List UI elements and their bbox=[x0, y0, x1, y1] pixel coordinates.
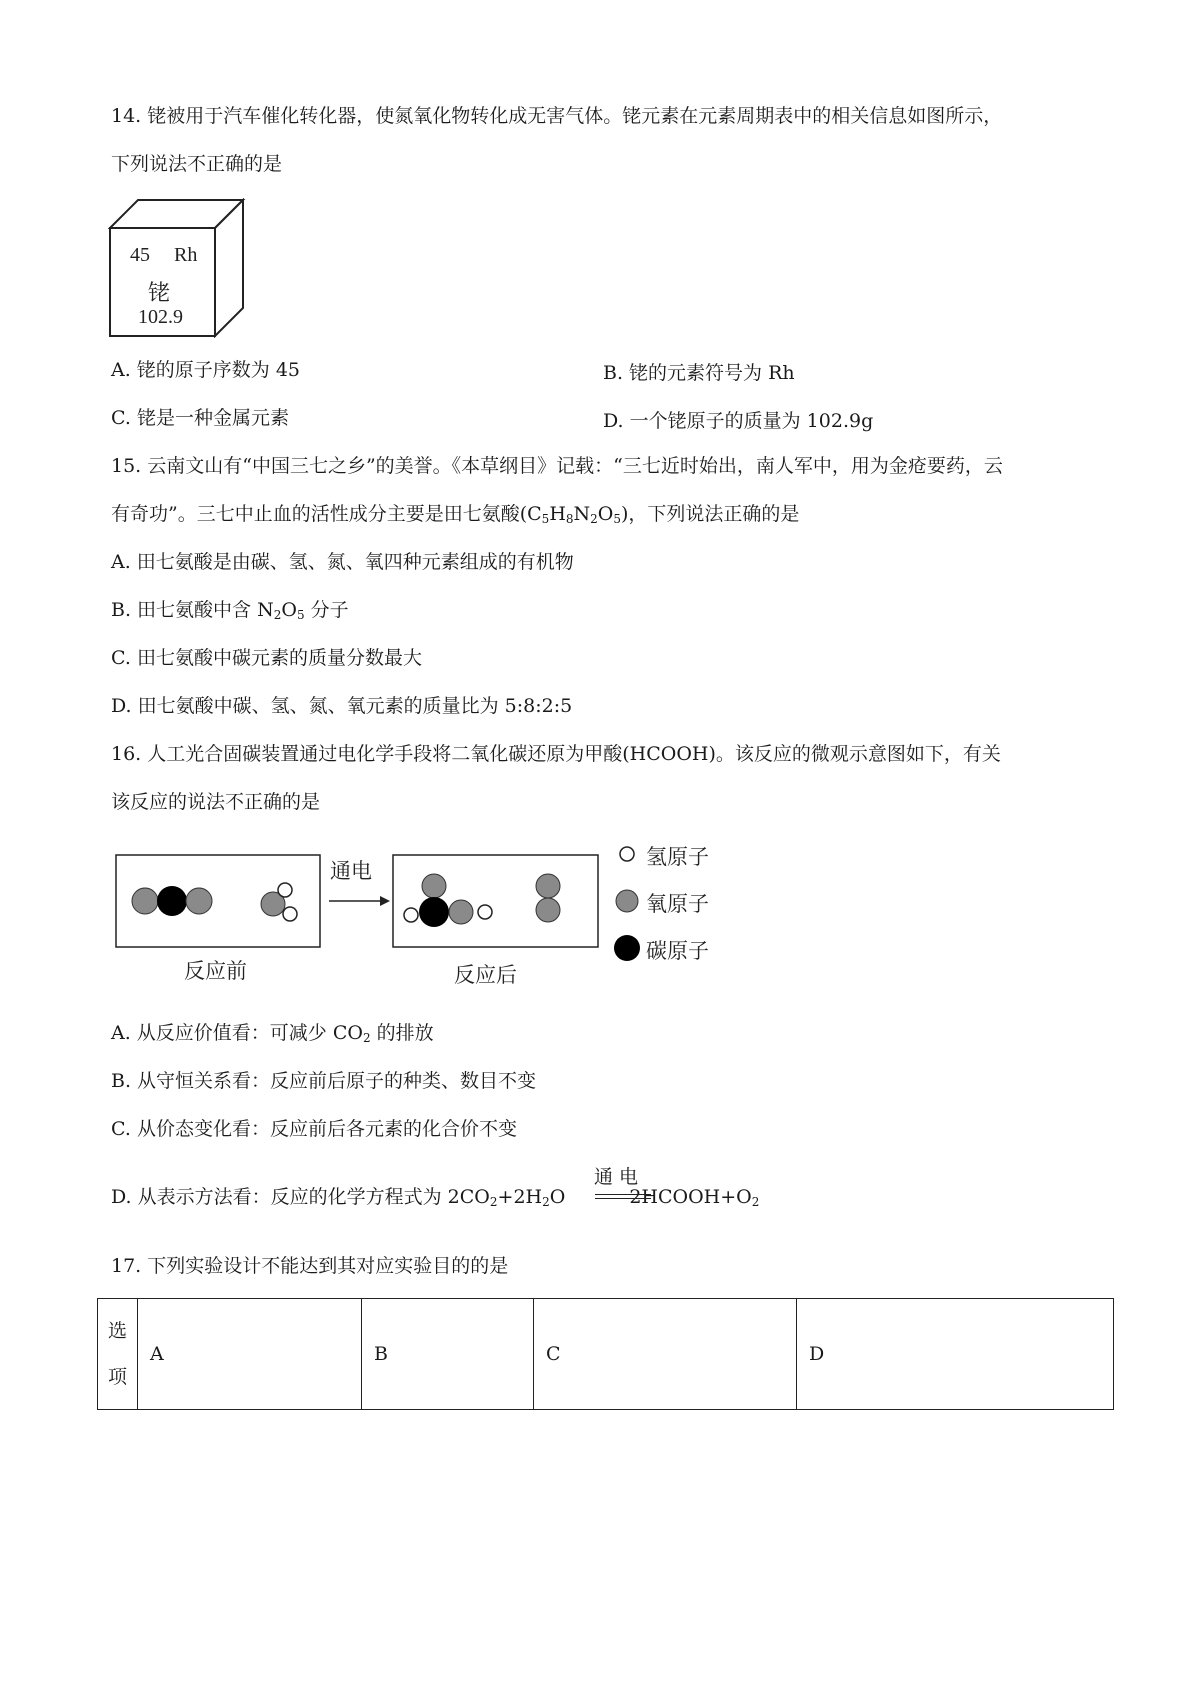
oxygen-atom bbox=[132, 888, 158, 914]
q14-stem-line1: 14. 铑被用于汽车催化转化器，使氮氧化物转化成无害气体。铑元素在元素周期表中的相关信息如图所示， bbox=[111, 105, 1003, 127]
oxygen-atom bbox=[536, 874, 560, 898]
atomic-mass: 102.9 bbox=[138, 306, 183, 328]
q16-option-c: C. 从价态变化看：反应前后各元素的化合价不变 bbox=[111, 1118, 517, 1140]
q14-stem-line2: 下列说法不正确的是 bbox=[111, 153, 283, 175]
q17-stem: 17. 下列实验设计不能达到其对应实验目的的是 bbox=[111, 1255, 509, 1277]
atomic-number: 45 bbox=[130, 244, 150, 266]
equation-equals-line-1 bbox=[595, 1194, 651, 1195]
q15-option-a: A. 田七氨酸是由碳、氢、氮、氧四种元素组成的有机物 bbox=[111, 551, 574, 573]
hydrogen-atom bbox=[404, 908, 418, 922]
arrow-label: 通电 bbox=[330, 859, 372, 883]
q16-option-d: D. 从表示方法看：反应的化学方程式为 $2CO_2+2H_2O$ $2HCOOH+O_2$ bbox=[111, 1186, 760, 1209]
legend-carbon-icon bbox=[614, 935, 640, 961]
legend-oxygen-icon bbox=[616, 890, 638, 912]
oxygen-atom bbox=[186, 888, 212, 914]
oxygen-atom bbox=[536, 898, 560, 922]
hydrogen-atom bbox=[278, 883, 292, 897]
q15-option-b: B. 田七氨酸中含 $N_2O_5$ 分子 bbox=[111, 599, 349, 622]
q15-option-d: D. 田七氨酸中碳、氢、氮、氧元素的质量比为 5:8:2:5 bbox=[111, 695, 573, 717]
q15-stem-line2: 有奇功”。三七中止血的活性成分主要是田七氨酸$(C_5H_8N_2O_5)$，下列说法正确的是 bbox=[111, 503, 800, 526]
element-symbol: Rh bbox=[174, 244, 198, 266]
table-header-cell: 选 项 bbox=[98, 1299, 138, 1410]
table-row bbox=[98, 1299, 1114, 1410]
legend-carbon-label: 碳原子 bbox=[646, 939, 709, 963]
after-label: 反应后 bbox=[454, 963, 517, 987]
experiment-options-table bbox=[97, 1298, 1114, 1410]
q16-option-a: A. 从反应价值看：可减少 $CO_2$ 的排放 bbox=[111, 1022, 434, 1045]
q15-option-c: C. 田七氨酸中碳元素的质量分数最大 bbox=[111, 647, 422, 669]
rhodium-element-cell bbox=[108, 198, 248, 338]
table-option-b: B bbox=[362, 1299, 534, 1410]
hydrogen-atom bbox=[478, 905, 492, 919]
carbon-atom bbox=[419, 897, 449, 927]
table-option-d: D bbox=[797, 1299, 1114, 1410]
legend-hydrogen-label: 氢原子 bbox=[646, 845, 709, 869]
carbon-atom bbox=[157, 886, 187, 916]
q14-option-a: A. 铑的原子序数为 45 bbox=[111, 359, 301, 381]
q16-stem-line2: 该反应的说法不正确的是 bbox=[111, 791, 321, 813]
oxygen-atom bbox=[449, 900, 473, 924]
q14-option-b: B. 铑的元素符号为 Rh bbox=[603, 362, 795, 384]
legend-oxygen-label: 氧原子 bbox=[646, 892, 709, 916]
before-label: 反应前 bbox=[184, 959, 247, 983]
after-box bbox=[393, 855, 598, 947]
q14-option-c: C. 铑是一种金属元素 bbox=[111, 407, 289, 429]
element-name: 铑 bbox=[148, 281, 171, 306]
equation-equals-line-2 bbox=[595, 1198, 651, 1199]
q15-stem-line1: 15. 云南文山有“中国三七之乡”的美誉。《本草纲目》记载：“三七近时始出，南人军中，用为金疮要药，云 bbox=[111, 455, 1003, 477]
table-option-a: A bbox=[138, 1299, 362, 1410]
legend-hydrogen-icon bbox=[620, 847, 634, 861]
oxygen-atom bbox=[422, 874, 446, 898]
reaction-micro-diagram bbox=[112, 835, 712, 985]
table-option-c: C bbox=[534, 1299, 797, 1410]
q16-option-b: B. 从守恒关系看：反应前后原子的种类、数目不变 bbox=[111, 1070, 537, 1092]
arrow-head bbox=[380, 896, 390, 906]
equation-condition: 通 电 bbox=[594, 1166, 639, 1188]
hydrogen-atom bbox=[283, 907, 297, 921]
q14-option-d: D. 一个铑原子的质量为 102.9g bbox=[603, 410, 874, 432]
q16-stem-line1: 16. 人工光合固碳装置通过电化学手段将二氧化碳还原为甲酸(HCOOH)。该反应的微观示意图如下，有关 bbox=[111, 743, 1001, 765]
